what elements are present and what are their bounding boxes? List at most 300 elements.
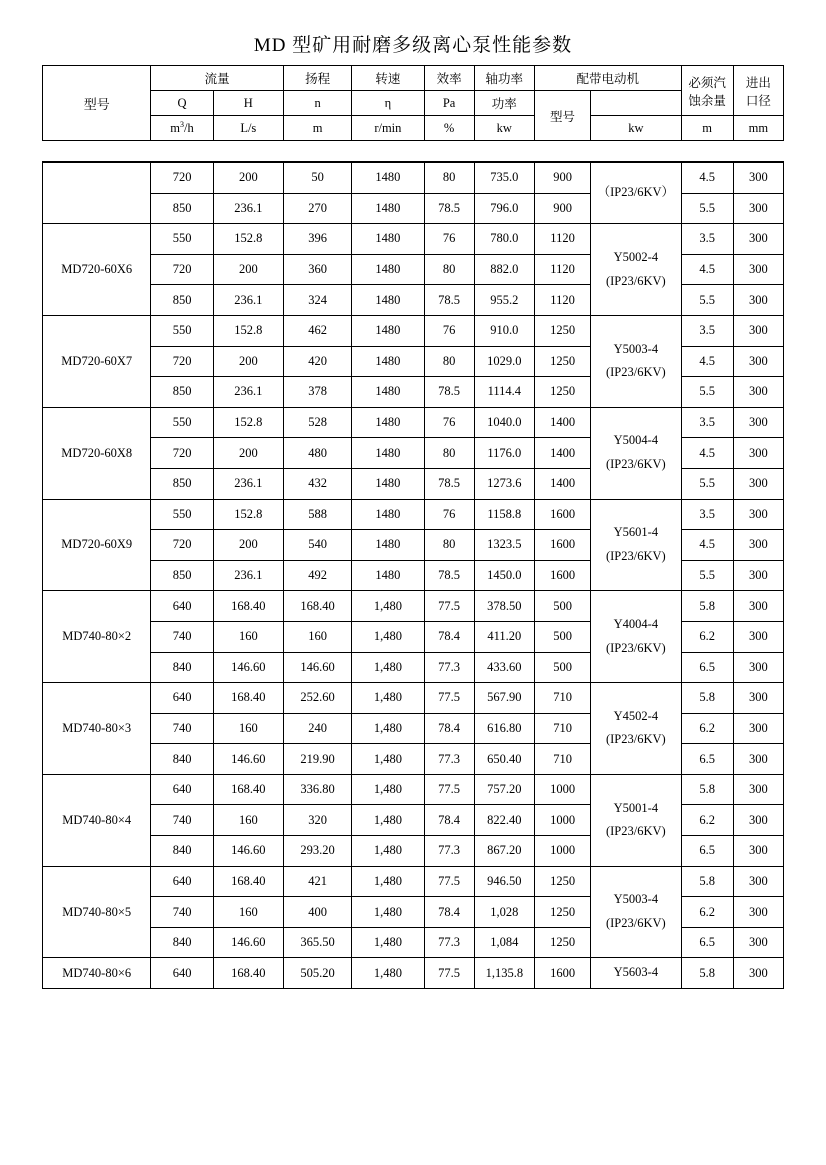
cell-flow-m3h: 550 <box>151 499 213 530</box>
table-row <box>43 499 784 530</box>
cell-npsh: 4.5 <box>681 254 733 285</box>
cell-diameter: 300 <box>733 285 783 316</box>
cell-npsh: 6.2 <box>681 805 733 836</box>
cell-motor-power: 1600 <box>534 958 590 989</box>
cell-motor-power: 1600 <box>534 499 590 530</box>
cell-npsh: 6.5 <box>681 927 733 958</box>
cell-flow-m3h: 840 <box>151 744 213 775</box>
cell-head: 360 <box>283 254 351 285</box>
header-unit-m3h: $m^3/h$ <box>151 116 213 141</box>
cell-diameter: 300 <box>733 713 783 744</box>
cell-npsh: 6.2 <box>681 621 733 652</box>
cell-speed: 1480 <box>352 162 424 193</box>
cell-head: 168.40 <box>283 591 351 622</box>
motor-model-line2: (IP23/6KV) <box>605 732 666 747</box>
cell-npsh: 3.5 <box>681 315 733 346</box>
motor-model-line2: (IP23/6KV) <box>605 640 666 655</box>
cell-motor-power: 1000 <box>534 836 590 867</box>
cell-flow-ls: 200 <box>213 254 283 285</box>
table-row <box>43 162 784 193</box>
cell-npsh: 6.5 <box>681 836 733 867</box>
cell-head: 336.80 <box>283 774 351 805</box>
cell-motor-power: 1250 <box>534 866 590 897</box>
cell-motor-power: 1400 <box>534 407 590 438</box>
cell-head: 320 <box>283 805 351 836</box>
table-header <box>42 65 784 141</box>
cell-flow-m3h: 550 <box>151 224 213 255</box>
cell-head: 219.90 <box>283 744 351 775</box>
header-symbol-n: n <box>283 91 351 116</box>
cell-motor-model <box>591 315 681 407</box>
header-unit-kw: kw <box>474 116 534 141</box>
cell-shaft-power: 1,135.8 <box>474 958 534 989</box>
cell-flow-ls: 152.8 <box>213 224 283 255</box>
cell-motor-power: 1250 <box>534 377 590 408</box>
cell-flow-ls: 146.60 <box>213 652 283 683</box>
cell-motor-model <box>591 866 681 958</box>
cell-motor-power: 1250 <box>534 346 590 377</box>
cell-head: 492 <box>283 560 351 591</box>
cell-speed: 1,480 <box>352 683 424 714</box>
cell-speed: 1,480 <box>352 866 424 897</box>
cell-flow-m3h: 840 <box>151 652 213 683</box>
cell-shaft-power: 1176.0 <box>474 438 534 469</box>
cell-npsh: 5.5 <box>681 193 733 224</box>
cell-shaft-power: 882.0 <box>474 254 534 285</box>
cell-head: 146.60 <box>283 652 351 683</box>
motor-model-line2: (IP23/6KV) <box>605 916 666 931</box>
cell-motor-power: 900 <box>534 193 590 224</box>
cell-flow-m3h: 640 <box>151 591 213 622</box>
cell-efficiency: 77.3 <box>424 836 474 867</box>
table-row <box>43 591 784 622</box>
cell-head: 432 <box>283 468 351 499</box>
cell-flow-m3h: 850 <box>151 560 213 591</box>
cell-efficiency: 80 <box>424 162 474 193</box>
motor-model-line1: Y5601-4 <box>613 525 659 540</box>
cell-npsh: 5.8 <box>681 774 733 805</box>
cell-efficiency: 76 <box>424 407 474 438</box>
cell-flow-m3h: 840 <box>151 927 213 958</box>
cell-flow-m3h: 740 <box>151 713 213 744</box>
cell-flow-ls: 146.60 <box>213 744 283 775</box>
cell-efficiency: 77.5 <box>424 958 474 989</box>
cell-motor-model <box>591 958 681 989</box>
cell-diameter: 300 <box>733 866 783 897</box>
cell-diameter: 300 <box>733 468 783 499</box>
cell-motor-power: 1120 <box>534 224 590 255</box>
cell-flow-ls: 200 <box>213 162 283 193</box>
cell-shaft-power: 650.40 <box>474 744 534 775</box>
cell-model: MD720-60X6 <box>43 224 151 316</box>
header-symbol-h: H <box>213 91 283 116</box>
cell-head: 400 <box>283 897 351 928</box>
cell-diameter: 300 <box>733 836 783 867</box>
cell-motor-power: 1400 <box>534 438 590 469</box>
cell-head: 293.20 <box>283 836 351 867</box>
cell-flow-m3h: 850 <box>151 193 213 224</box>
cell-efficiency: 80 <box>424 530 474 561</box>
cell-npsh: 4.5 <box>681 346 733 377</box>
cell-diameter: 300 <box>733 774 783 805</box>
cell-flow-ls: 168.40 <box>213 958 283 989</box>
cell-diameter: 300 <box>733 958 783 989</box>
table-row <box>43 407 784 438</box>
cell-flow-m3h: 850 <box>151 468 213 499</box>
cell-efficiency: 78.5 <box>424 285 474 316</box>
cell-diameter: 300 <box>733 591 783 622</box>
header-diameter-line1: 进出 <box>745 75 771 90</box>
header-group-motor: 配带电动机 <box>534 66 681 91</box>
cell-flow-ls: 160 <box>213 805 283 836</box>
cell-diameter: 300 <box>733 621 783 652</box>
cell-speed: 1480 <box>352 438 424 469</box>
cell-speed: 1,480 <box>352 774 424 805</box>
cell-flow-ls: 200 <box>213 346 283 377</box>
cell-speed: 1480 <box>352 530 424 561</box>
table-row <box>43 774 784 805</box>
cell-flow-ls: 236.1 <box>213 377 283 408</box>
motor-model-line1: Y4004-4 <box>613 616 659 631</box>
cell-shaft-power: 780.0 <box>474 224 534 255</box>
cell-flow-ls: 168.40 <box>213 683 283 714</box>
cell-flow-m3h: 720 <box>151 438 213 469</box>
header-unit-dia-mm: mm <box>733 116 783 141</box>
cell-flow-m3h: 720 <box>151 254 213 285</box>
cell-motor-model <box>591 683 681 775</box>
table-row <box>43 683 784 714</box>
cell-flow-m3h: 840 <box>151 836 213 867</box>
cell-flow-m3h: 640 <box>151 958 213 989</box>
cell-head: 270 <box>283 193 351 224</box>
cell-diameter: 300 <box>733 315 783 346</box>
cell-head: 252.60 <box>283 683 351 714</box>
header-unit-m: m <box>283 116 351 141</box>
header-unit-motor-kw: kw <box>591 116 681 141</box>
cell-efficiency: 77.3 <box>424 652 474 683</box>
cell-head: 462 <box>283 315 351 346</box>
cell-npsh: 3.5 <box>681 499 733 530</box>
cell-efficiency: 78.5 <box>424 193 474 224</box>
cell-efficiency: 77.3 <box>424 927 474 958</box>
cell-speed: 1480 <box>352 285 424 316</box>
cell-flow-m3h: 850 <box>151 377 213 408</box>
cell-speed: 1,480 <box>352 713 424 744</box>
cell-speed: 1480 <box>352 254 424 285</box>
cell-flow-m3h: 640 <box>151 774 213 805</box>
cell-diameter: 300 <box>733 193 783 224</box>
cell-efficiency: 80 <box>424 438 474 469</box>
cell-flow-m3h: 720 <box>151 162 213 193</box>
motor-model-line1: Y4502-4 <box>613 708 659 723</box>
cell-npsh: 5.8 <box>681 958 733 989</box>
cell-diameter: 300 <box>733 560 783 591</box>
cell-head: 50 <box>283 162 351 193</box>
header-group-shaftpower: 轴功率 <box>474 66 534 91</box>
cell-npsh: 5.8 <box>681 866 733 897</box>
motor-model-line1: Y5603-4 <box>613 965 659 980</box>
cell-model: MD720-60X7 <box>43 315 151 407</box>
cell-shaft-power: 411.20 <box>474 621 534 652</box>
cell-motor-power: 900 <box>534 162 590 193</box>
cell-flow-ls: 168.40 <box>213 866 283 897</box>
cell-motor-power: 1250 <box>534 927 590 958</box>
cell-flow-ls: 168.40 <box>213 591 283 622</box>
cell-flow-ls: 236.1 <box>213 285 283 316</box>
cell-npsh: 4.5 <box>681 530 733 561</box>
cell-speed: 1,480 <box>352 591 424 622</box>
cell-shaft-power: 910.0 <box>474 315 534 346</box>
cell-efficiency: 77.3 <box>424 744 474 775</box>
cell-diameter: 300 <box>733 254 783 285</box>
cell-head: 365.50 <box>283 927 351 958</box>
cell-shaft-power: 757.20 <box>474 774 534 805</box>
cell-speed: 1,480 <box>352 744 424 775</box>
motor-model-line1: Y5003-4 <box>613 892 659 907</box>
cell-motor-power: 1000 <box>534 774 590 805</box>
cell-motor-model <box>591 224 681 316</box>
cell-shaft-power: 433.60 <box>474 652 534 683</box>
cell-model: MD740-80×6 <box>43 958 151 989</box>
cell-diameter: 300 <box>733 346 783 377</box>
cell-model <box>43 162 151 224</box>
cell-efficiency: 77.5 <box>424 774 474 805</box>
cell-head: 480 <box>283 438 351 469</box>
cell-motor-power: 1600 <box>534 560 590 591</box>
motor-model-line1: Y5001-4 <box>613 800 659 815</box>
cell-shaft-power: 1450.0 <box>474 560 534 591</box>
cell-motor-model <box>591 407 681 499</box>
header-group-speed: 转速 <box>352 66 424 91</box>
cell-flow-ls: 160 <box>213 713 283 744</box>
cell-head: 396 <box>283 224 351 255</box>
cell-speed: 1480 <box>352 224 424 255</box>
cell-speed: 1480 <box>352 499 424 530</box>
header-group-efficiency: 效率 <box>424 66 474 91</box>
cell-flow-ls: 146.60 <box>213 836 283 867</box>
cell-efficiency: 80 <box>424 254 474 285</box>
cell-flow-ls: 152.8 <box>213 407 283 438</box>
cell-motor-power: 710 <box>534 744 590 775</box>
cell-shaft-power: 567.90 <box>474 683 534 714</box>
cell-speed: 1480 <box>352 377 424 408</box>
motor-model-line2: (IP23/6KV) <box>605 273 666 288</box>
cell-efficiency: 78.4 <box>424 621 474 652</box>
cell-head: 528 <box>283 407 351 438</box>
header-group-head: 扬程 <box>283 66 351 91</box>
cell-speed: 1,480 <box>352 927 424 958</box>
cell-shaft-power: 735.0 <box>474 162 534 193</box>
cell-npsh: 4.5 <box>681 162 733 193</box>
header-diameter <box>733 66 783 116</box>
cell-head: 421 <box>283 866 351 897</box>
cell-flow-ls: 152.8 <box>213 315 283 346</box>
cell-speed: 1480 <box>352 193 424 224</box>
header-npsh-line2: 蚀余量 <box>688 93 726 108</box>
cell-npsh: 4.5 <box>681 438 733 469</box>
cell-motor-power: 1000 <box>534 805 590 836</box>
cell-npsh: 6.2 <box>681 713 733 744</box>
cell-head: 540 <box>283 530 351 561</box>
cell-efficiency: 78.4 <box>424 897 474 928</box>
cell-efficiency: 80 <box>424 346 474 377</box>
cell-flow-ls: 146.60 <box>213 927 283 958</box>
cell-efficiency: 78.4 <box>424 713 474 744</box>
table-row <box>43 315 784 346</box>
cell-speed: 1480 <box>352 468 424 499</box>
cell-diameter: 300 <box>733 805 783 836</box>
cell-flow-m3h: 720 <box>151 346 213 377</box>
motor-model-line1: （IP23/6KV） <box>597 185 675 200</box>
cell-efficiency: 78.5 <box>424 468 474 499</box>
cell-shaft-power: 1029.0 <box>474 346 534 377</box>
cell-npsh: 3.5 <box>681 224 733 255</box>
cell-flow-ls: 200 <box>213 438 283 469</box>
cell-head: 505.20 <box>283 958 351 989</box>
header-diameter-line2: 口径 <box>745 93 771 108</box>
cell-flow-m3h: 640 <box>151 866 213 897</box>
motor-model-line1: Y5002-4 <box>613 249 659 264</box>
cell-diameter: 300 <box>733 927 783 958</box>
cell-shaft-power: 955.2 <box>474 285 534 316</box>
cell-motor-model <box>591 591 681 683</box>
cell-npsh: 5.5 <box>681 285 733 316</box>
header-motor-power: 功率 <box>474 91 534 116</box>
cell-motor-power: 710 <box>534 683 590 714</box>
cell-model: MD720-60X8 <box>43 407 151 499</box>
table-data <box>42 161 784 989</box>
cell-npsh: 5.8 <box>681 591 733 622</box>
cell-motor-power: 1250 <box>534 315 590 346</box>
cell-efficiency: 77.5 <box>424 683 474 714</box>
cell-speed: 1480 <box>352 560 424 591</box>
cell-model: MD740-80×2 <box>43 591 151 683</box>
cell-motor-power: 1250 <box>534 897 590 928</box>
cell-efficiency: 76 <box>424 224 474 255</box>
cell-speed: 1480 <box>352 315 424 346</box>
cell-diameter: 300 <box>733 377 783 408</box>
cell-npsh: 5.5 <box>681 468 733 499</box>
cell-flow-ls: 160 <box>213 621 283 652</box>
cell-npsh: 3.5 <box>681 407 733 438</box>
cell-motor-model <box>591 162 681 224</box>
cell-shaft-power: 1040.0 <box>474 407 534 438</box>
table-row <box>43 224 784 255</box>
cell-model: MD740-80×5 <box>43 866 151 958</box>
cell-head: 240 <box>283 713 351 744</box>
page-title: MD 型矿用耐磨多级离心泵性能参数 <box>253 35 573 56</box>
cell-flow-m3h: 720 <box>151 530 213 561</box>
cell-shaft-power: 1114.4 <box>474 377 534 408</box>
cell-head: 324 <box>283 285 351 316</box>
cell-npsh: 5.5 <box>681 560 733 591</box>
cell-motor-model <box>591 499 681 591</box>
cell-diameter: 300 <box>733 897 783 928</box>
cell-flow-m3h: 550 <box>151 315 213 346</box>
cell-motor-power: 1120 <box>534 254 590 285</box>
cell-diameter: 300 <box>733 438 783 469</box>
header-unit-ls: L/s <box>213 116 283 141</box>
cell-speed: 1,480 <box>352 958 424 989</box>
cell-flow-ls: 168.40 <box>213 774 283 805</box>
cell-speed: 1,480 <box>352 897 424 928</box>
cell-shaft-power: 1323.5 <box>474 530 534 561</box>
header-symbol-pa: Pa <box>424 91 474 116</box>
cell-flow-m3h: 740 <box>151 897 213 928</box>
cell-motor-model <box>591 774 681 866</box>
motor-model-line2: (IP23/6KV) <box>605 824 666 839</box>
cell-efficiency: 78.5 <box>424 377 474 408</box>
motor-model-line2: (IP23/6KV) <box>605 548 666 563</box>
cell-speed: 1,480 <box>352 652 424 683</box>
cell-flow-m3h: 850 <box>151 285 213 316</box>
header-symbol-q: Q <box>151 91 213 116</box>
cell-shaft-power: 378.50 <box>474 591 534 622</box>
cell-efficiency: 76 <box>424 499 474 530</box>
cell-diameter: 300 <box>733 652 783 683</box>
header-npsh-line1: 必须汽 <box>688 75 726 90</box>
cell-shaft-power: 616.80 <box>474 713 534 744</box>
header-symbol-eta: η <box>352 91 424 116</box>
motor-model-line2: (IP23/6KV) <box>605 457 666 472</box>
header-unit-rmin: r/min <box>352 116 424 141</box>
cell-head: 588 <box>283 499 351 530</box>
cell-flow-ls: 160 <box>213 897 283 928</box>
cell-speed: 1480 <box>352 346 424 377</box>
cell-diameter: 300 <box>733 499 783 530</box>
cell-shaft-power: 867.20 <box>474 836 534 867</box>
cell-flow-ls: 152.8 <box>213 499 283 530</box>
cell-head: 420 <box>283 346 351 377</box>
cell-motor-power: 710 <box>534 713 590 744</box>
table-row <box>43 958 784 989</box>
cell-model: MD720-60X9 <box>43 499 151 591</box>
cell-head: 160 <box>283 621 351 652</box>
cell-motor-power: 500 <box>534 652 590 683</box>
header-npsh <box>681 66 733 116</box>
cell-efficiency: 78.4 <box>424 805 474 836</box>
motor-model-line1: Y5004-4 <box>613 433 659 448</box>
motor-model-line1: Y5003-4 <box>613 341 659 356</box>
cell-diameter: 300 <box>733 530 783 561</box>
header-unit-percent: % <box>424 116 474 141</box>
header-model: 型号 <box>43 66 151 141</box>
cell-speed: 1,480 <box>352 836 424 867</box>
cell-head: 378 <box>283 377 351 408</box>
cell-speed: 1,480 <box>352 621 424 652</box>
cell-diameter: 300 <box>733 224 783 255</box>
cell-shaft-power: 1158.8 <box>474 499 534 530</box>
cell-motor-power: 1400 <box>534 468 590 499</box>
header-unit-npsh-m: m <box>681 116 733 141</box>
cell-speed: 1480 <box>352 407 424 438</box>
cell-diameter: 300 <box>733 162 783 193</box>
cell-efficiency: 78.5 <box>424 560 474 591</box>
cell-diameter: 300 <box>733 407 783 438</box>
cell-npsh: 5.8 <box>681 683 733 714</box>
cell-motor-power: 1600 <box>534 530 590 561</box>
cell-flow-m3h: 740 <box>151 621 213 652</box>
cell-flow-ls: 236.1 <box>213 468 283 499</box>
header-motor-model: 型号 <box>534 91 590 141</box>
cell-shaft-power: 1,028 <box>474 897 534 928</box>
table-row <box>43 866 784 897</box>
cell-diameter: 300 <box>733 744 783 775</box>
cell-flow-m3h: 550 <box>151 407 213 438</box>
cell-shaft-power: 796.0 <box>474 193 534 224</box>
cell-efficiency: 76 <box>424 315 474 346</box>
cell-flow-m3h: 640 <box>151 683 213 714</box>
